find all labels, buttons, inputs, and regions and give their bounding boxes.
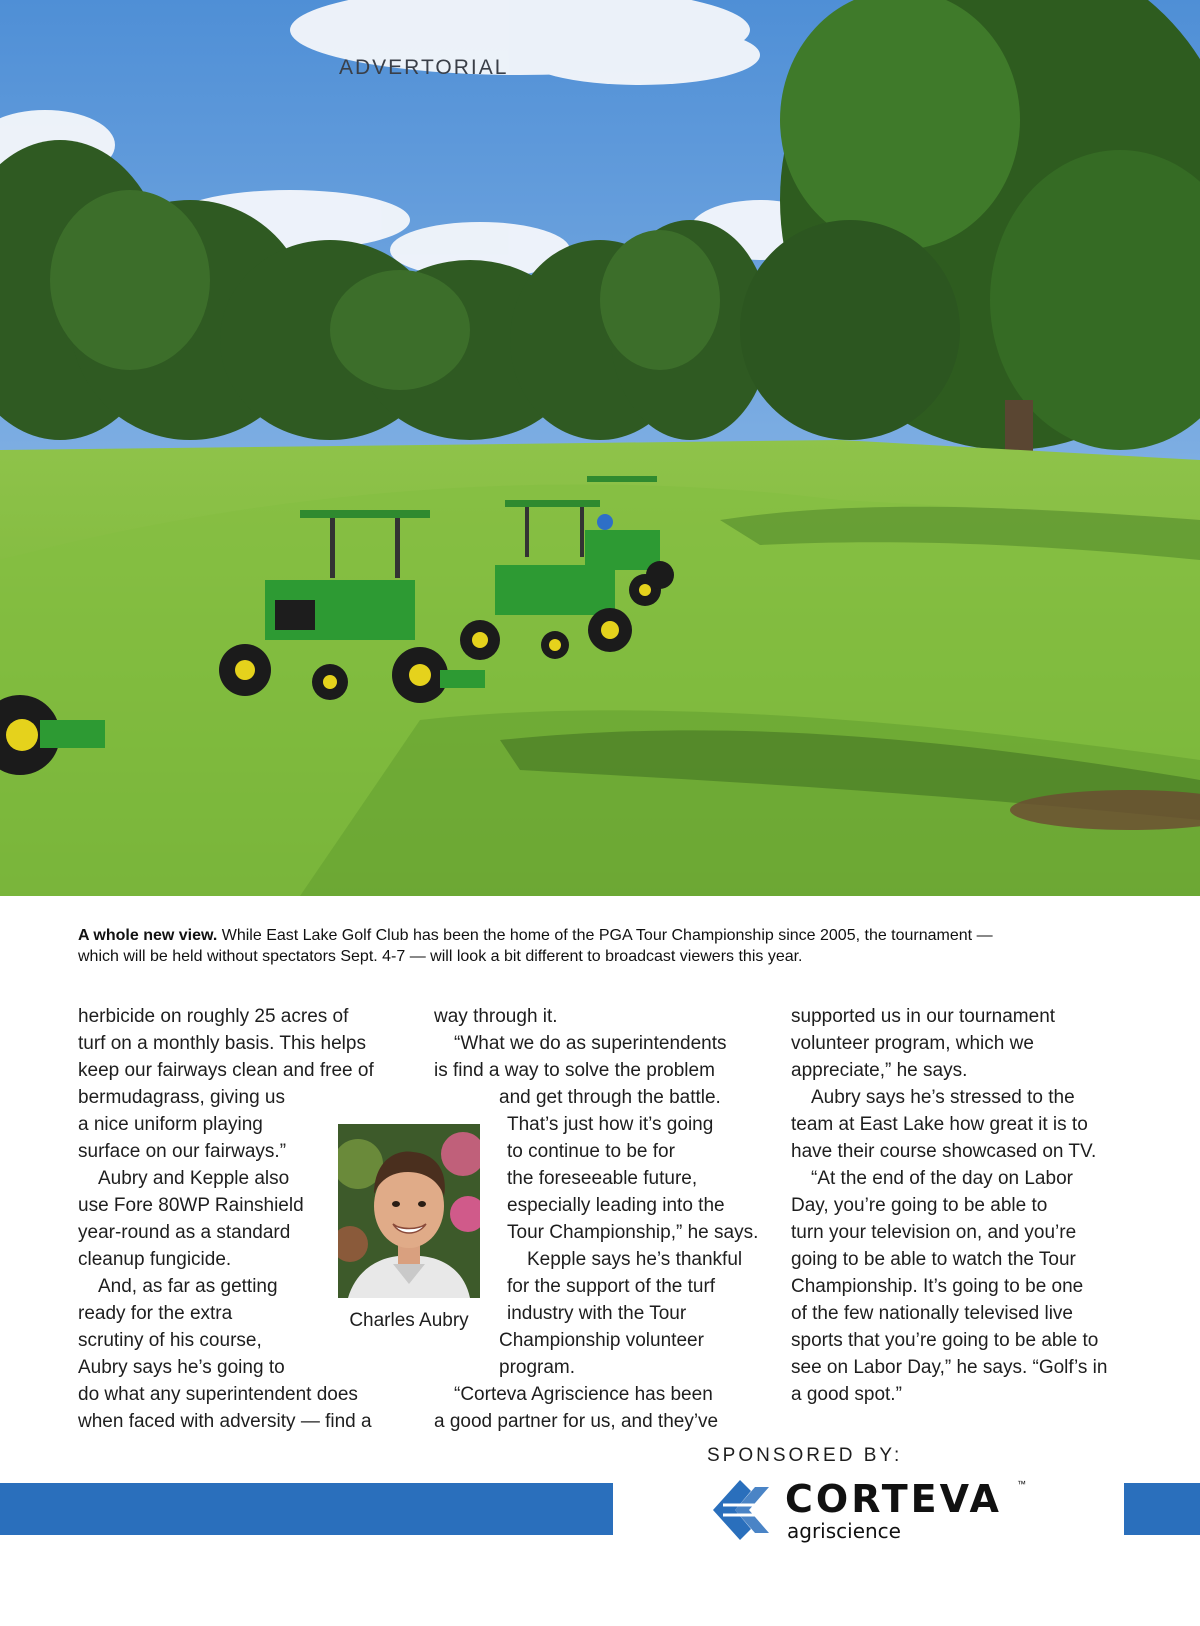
- text-line: bermudagrass, giving us: [78, 1087, 285, 1108]
- text-line: surface on our fairways.”: [78, 1141, 287, 1162]
- text-line: Tour Championship,” he says.: [507, 1222, 759, 1243]
- text-line: volunteer program, which we: [791, 1033, 1034, 1054]
- text-line: going to be able to watch the Tour: [791, 1249, 1076, 1270]
- text-line: “Corteva Agriscience has been: [454, 1384, 713, 1405]
- text-line: a good partner for us, and they’ve: [434, 1411, 719, 1432]
- caption-line2: which will be held without spectators Sept. 4-7 — will look a bit different to broadcast viewers this year.: [78, 948, 803, 965]
- text-line: turn your television on, and you’re: [791, 1222, 1077, 1243]
- text-line: program.: [499, 1357, 576, 1378]
- text-line: keep our fairways clean and free of: [78, 1060, 374, 1081]
- advertorial-label: ADVERTORIAL: [339, 56, 509, 79]
- footer-bar-left: [0, 1483, 613, 1535]
- trademark-symbol: ™: [1017, 1479, 1026, 1489]
- text-line: when faced with adversity — find a: [78, 1411, 372, 1432]
- text-line: Kepple says he’s thankful: [527, 1249, 743, 1270]
- text-line: ready for the extra: [78, 1303, 233, 1324]
- text-line: herbicide on roughly 25 acres of: [78, 1006, 349, 1027]
- sponsored-by-label: SPONSORED BY:: [707, 1445, 903, 1466]
- text-line: and get through the battle.: [499, 1087, 721, 1108]
- text-line: cleanup fungicide.: [78, 1249, 232, 1270]
- portrait-caption: Charles Aubry: [349, 1310, 469, 1331]
- agriscience-wordmark: agriscience: [787, 1519, 901, 1543]
- caption-lead: A whole new view.: [78, 927, 218, 944]
- text-line: industry with the Tour: [507, 1303, 687, 1324]
- text-line: Aubry says he’s stressed to the: [811, 1087, 1075, 1108]
- corteva-emblem-icon: [705, 1475, 775, 1545]
- footer-bar-right: [1124, 1483, 1200, 1535]
- text-line: is find a way to solve the problem: [434, 1060, 715, 1081]
- corteva-wordmark: CORTEVA: [785, 1477, 1002, 1521]
- text-line: “What we do as superintendents: [454, 1033, 727, 1054]
- text-line: year-round as a standard: [78, 1222, 291, 1243]
- caption-body: While East Lake Golf Club has been the home of the PGA Tour Championship since 2005, the tournament —: [217, 927, 993, 944]
- text-line: do what any superintendent does: [78, 1384, 358, 1405]
- text-line: And, as far as getting: [98, 1276, 278, 1297]
- text-line: of the few nationally televised live: [791, 1303, 1073, 1324]
- text-line: sports that you’re going to be able to: [791, 1330, 1099, 1351]
- text-line: team at East Lake how great it is to: [791, 1114, 1088, 1135]
- text-line: Aubry and Kepple also: [98, 1168, 290, 1189]
- corteva-logo: [705, 1475, 1045, 1545]
- text-line: “At the end of the day on Labor: [811, 1168, 1073, 1189]
- text-line: way through it.: [434, 1006, 558, 1027]
- article-column-1: [78, 1003, 374, 1435]
- text-line: That’s just how it’s going: [507, 1114, 714, 1135]
- text-line: the foreseeable future,: [507, 1168, 698, 1189]
- text-line: a nice uniform playing: [78, 1114, 263, 1135]
- article-column-2: [434, 1003, 758, 1435]
- text-line: appreciate,” he says.: [791, 1060, 968, 1081]
- photo-caption: [78, 925, 1128, 967]
- text-line: Day, you’re going to be able to: [791, 1195, 1048, 1216]
- text-line: scrutiny of his course,: [78, 1330, 262, 1351]
- text-line: turf on a monthly basis. This helps: [78, 1033, 366, 1054]
- text-line: a good spot.”: [791, 1384, 902, 1405]
- text-line: for the support of the turf: [507, 1276, 716, 1297]
- text-line: have their course showcased on TV.: [791, 1141, 1097, 1162]
- text-line: to continue to be for: [507, 1141, 675, 1162]
- text-line: especially leading into the: [507, 1195, 725, 1216]
- text-line: see on Labor Day,” he says. “Golf’s in: [791, 1357, 1108, 1378]
- text-line: Aubry says he’s going to: [78, 1357, 285, 1378]
- text-line: Championship. It’s going to be one: [791, 1276, 1084, 1297]
- text-line: use Fore 80WP Rainshield: [78, 1195, 304, 1216]
- text-line: Championship volunteer: [499, 1330, 704, 1351]
- article-column-3: [791, 1003, 1107, 1408]
- text-line: supported us in our tournament: [791, 1006, 1056, 1027]
